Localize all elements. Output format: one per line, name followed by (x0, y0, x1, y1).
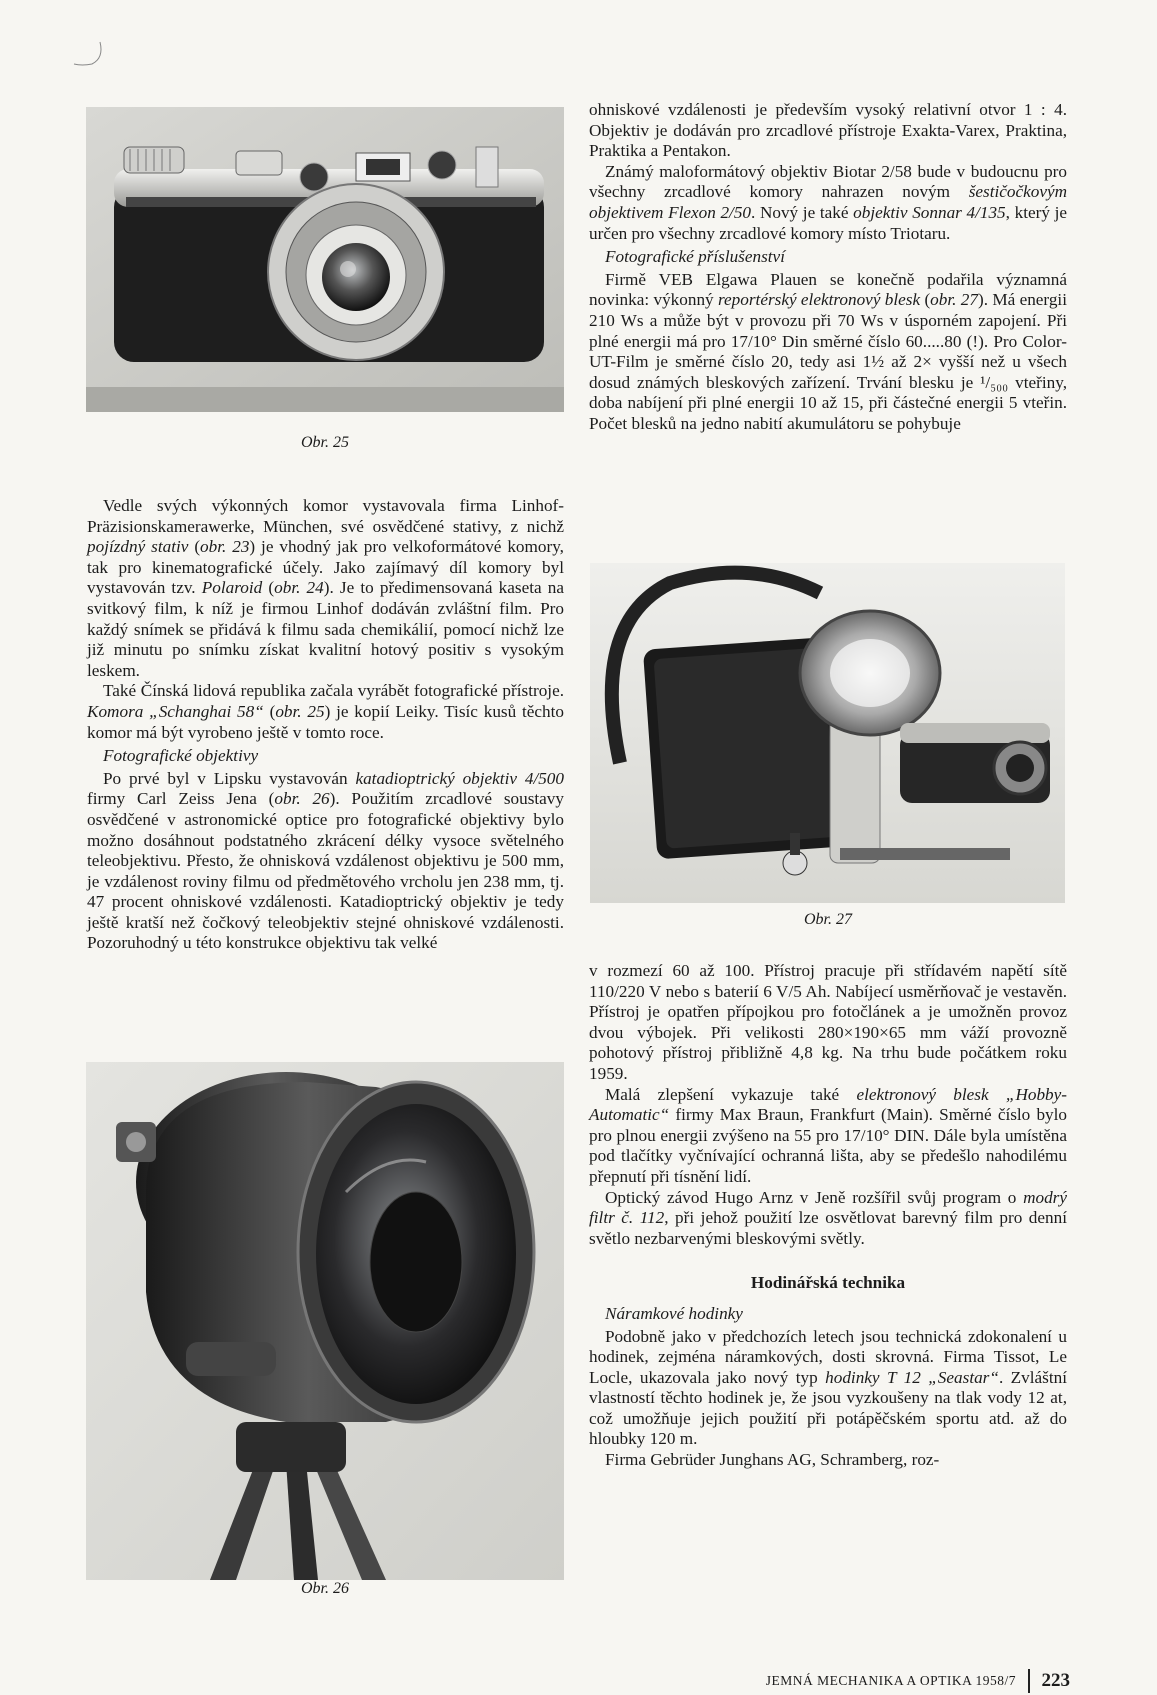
right-column-bottom (589, 961, 1067, 1471)
figure-27-photo (590, 563, 1065, 903)
subheading: Náramkové hodinky (605, 1303, 743, 1323)
page-footer (690, 1669, 1070, 1693)
paragraph: Firmě VEB Elgawa Plauen se konečně podařila významná novinka: výkonný reportérský elektronový blesk (obr. 27). Má energii 210 Ws a může být v provozu při 70 Ws v úsporném zapojení. Při plné energii má pro 17/10° Din směrné číslo 60.....80 (!). Pro Color-UT-Film je směrné číslo 20, tedy asi 1½ až 2× vyšší než u všech dosud známých bleskových zařízení. Trvání blesku je ¹/₅₀₀ vteřiny, doba nabíjení při plné energii 10 až 15, při částečné energii 5 vteřin. Počet blesků na jedno nabití akumulátoru se pohybuje (589, 269, 1067, 433)
journal-title: JEMNÁ MECHANIKA A OPTIKA 1958/7 (765, 1673, 1016, 1688)
paragraph: Podobně jako v předchozích letech jsou technická zdokonalení u hodinek, zejména náramkových, dosti skrovná. Firma Tissot, Le Locle, ukazovala jako nový typ hodinky T 12 „Seastar“. Zvláštní vlastností těchto hodinek je, že jsou vyzkoušeny na tlak vody 12 at, což umožňuje jejich použití při potápěčském sportu atd. až do hloubky 120 m. (589, 1326, 1067, 1449)
subheading: Fotografické objektivy (103, 746, 259, 766)
paragraph: Malá zlepšení vykazuje také elektronový blesk „Hobby-Automatic“ firmy Max Braun, Frankfurt (Main). Směrné číslo bylo pro plnou energii zvýšeno na 55 pro 17/10° DIN. Dále byla umístěna pod tlačítky vyčnívající ochranná lišta, aby se předešlo nahodilému přepnutí při tísnění lidí. (589, 1084, 1067, 1186)
figure-25-caption: Obr. 25 (300, 434, 349, 451)
pencil-mark-icon (70, 40, 110, 70)
paragraph: Firma Gebrüder Junghans AG, Schramberg, roz- (605, 1450, 940, 1470)
page-number: 223 (1041, 1670, 1070, 1691)
left-column (87, 496, 564, 954)
paragraph: Také Čínská lidová republika začala vyrábět fotografické přístroje. Komora „Schanghai 58“ (obr. 25) je kopií Leiky. Tisíc kusů těchto komor má být vyrobeno ještě v tomto roce. (87, 681, 564, 742)
figure-26-caption: Obr. 26 (300, 1580, 349, 1597)
figure-27-caption: Obr. 27 (803, 911, 852, 928)
paragraph: v rozmezí 60 až 100. Přístroj pracuje při střídavém napětí sítě 110/220 V nebo s baterií 6 V/5 Ah. Nabíjecí usměrňovač je vestavěn. Přístroj je opatřen přípojkou pro fotočlánek a je umožněn provoz dvou výbojek. Při velikosti 280×190×65 mm váží provozně pohotový přístroj přibližně 4,8 kg. Na trhu bude počátkem roku 1959. (589, 961, 1067, 1083)
paragraph: Po prvé byl v Lipsku vystavován katadioptrický objektiv 4/500 firmy Carl Zeiss Jena (obr. 26). Použitím zrcadlové soustavy osvědčené v astronomické optice pro fotografické objektivy bylo možno dosáhnout podstatného zkrácení délky vysoce světelného teleobjektivu. Přesto, že ohnisková vzdálenost objektivu je 500 mm, je vzdálenost roviny filmu od předmětového vrcholu jen 238 mm, tj. 47 procent ohniskové vzdálenosti. Katadioptrický objektiv je tedy ještě kratší než čočkový teleobjektiv stejné ohniskové vzdálenosti. Pozoruhodný u této konstrukce objektivu tak velké (87, 768, 564, 953)
section-title: Hodinářská technika (750, 1273, 906, 1293)
paragraph: Optický závod Hugo Arnz v Jeně rozšířil svůj program o modrý filtr č. 112, při jehož použití lze osvětlovat barevný film pro denní světlo nezbarvenými bleskovými světly. (589, 1187, 1067, 1248)
figure-26-photo (86, 1062, 564, 1580)
electronic-flash-icon (590, 563, 1065, 903)
right-column-top (589, 100, 1067, 435)
paragraph: ohniskové vzdálenosti je především vysoký relativní otvor 1 : 4. Objektiv je dodáván pro zrcadlové přístroje Exakta-Varex, Praktina, Praktika a Pentakon. (589, 100, 1067, 161)
subheading: Fotografické příslušenství (605, 247, 785, 267)
paragraph: Známý maloformátový objektiv Biotar 2/58 bude v budoucnu pro všechny zrcadlové komory nahrazen novým šestičočkovým objektivem Flexon 2/50. Nový je také objektiv Sonnar 4/135, který je určen pro všechny zrcadlové komory místo Triotaru. (589, 161, 1067, 243)
catadioptric-lens-icon (86, 1062, 564, 1580)
paragraph: Vedle svých výkonných komor vystavovala firma Linhof-Präzisionskamerawerke, München, své osvědčené stativy, z nichž pojízdný stativ (obr. 23) je vhodný jak pro velkoformátové komory, tak pro kinematografické účely. Jako zajímavý díl komory byl vystavován tzv. Polaroid (obr. 24). Je to předimensovaná kaseta na svitkový film, k níž je firmou Linhof dodáván zvláštní film. Pro každý snímek se přidává k filmu sada chemikálií, pomocí nichž lze již minutu po snímku získat kvalitní hotový positiv s vysokým leskem. (87, 496, 564, 680)
figure-25-photo (86, 107, 564, 412)
rangefinder-camera-icon (86, 107, 564, 412)
footer-divider (1028, 1669, 1030, 1693)
